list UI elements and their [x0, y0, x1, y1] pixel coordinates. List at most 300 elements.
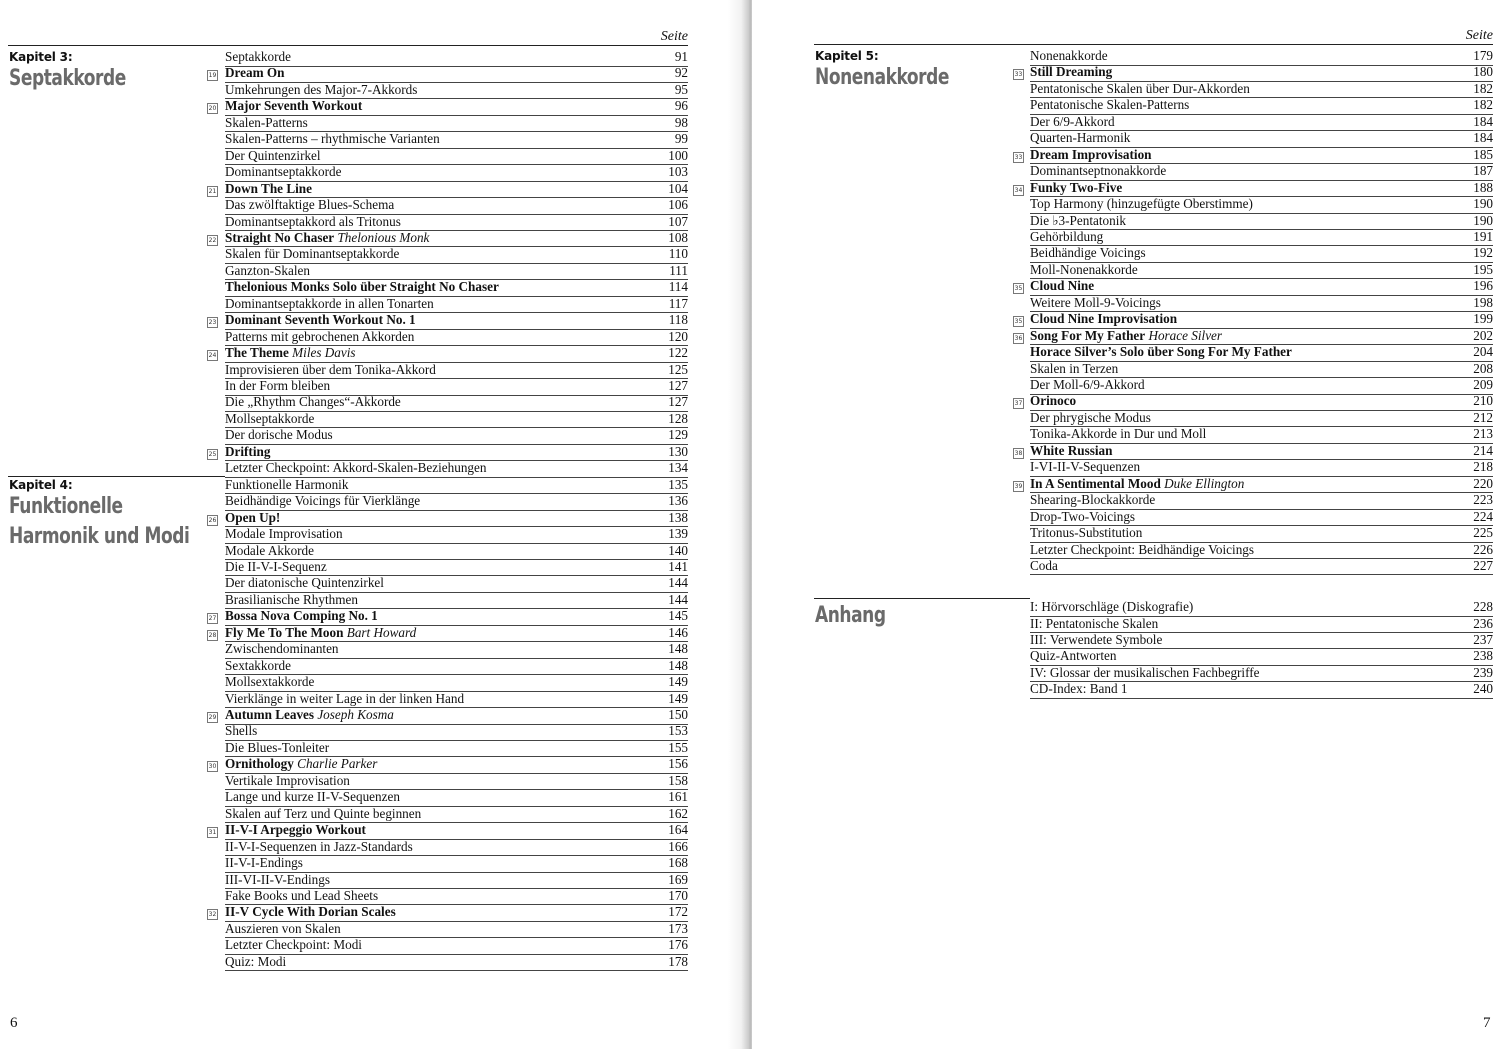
seite-label: Seite	[1465, 28, 1493, 43]
entry-title: Vierklänge in weiter Lage in der linken Hand	[225, 690, 465, 706]
entry-page-number: 237	[1473, 631, 1493, 647]
entry-page-number: 209	[1473, 377, 1493, 392]
entry-title: Letzter Checkpoint: Akkord-Skalen-Beziehungen	[225, 460, 487, 476]
entry-page-number: 210	[1473, 393, 1493, 409]
toc-entry[interactable]	[208, 608, 688, 626]
cd-track-icon: 36	[1014, 334, 1023, 342]
entry-page-number: 149	[668, 674, 688, 690]
entry-page-number: 150	[668, 707, 688, 722]
entry-page-number: 224	[1473, 508, 1493, 524]
toc-entry[interactable]	[1030, 377, 1493, 395]
toc-entry[interactable]	[225, 164, 688, 182]
entry-page-number: 91	[674, 49, 688, 64]
entry-title: Song For My Father Horace Silver	[1030, 327, 1223, 343]
toc-entry[interactable]	[1030, 361, 1493, 379]
toc-entry[interactable]	[1030, 599, 1493, 617]
entry-page-number: 198	[1473, 294, 1493, 310]
entry-title: II-V-I Arpeggio Workout	[225, 822, 366, 838]
toc-entry[interactable]	[1014, 278, 1493, 296]
entry-title: Horace Silver’s Solo über Song For My Father	[1030, 344, 1292, 360]
entry-title: Dream On	[225, 65, 285, 81]
toc-entry[interactable]	[208, 65, 688, 83]
entry-page-number: 228	[1473, 599, 1493, 615]
toc-entry[interactable]	[225, 131, 688, 149]
cd-track-icon: 31	[208, 829, 217, 837]
entry-page-number: 179	[1473, 48, 1493, 63]
entry-page-number: 99	[674, 131, 688, 147]
toc-entry[interactable]	[225, 493, 688, 511]
entry-page-number: 188	[1473, 179, 1493, 195]
cd-track-icon: 29	[208, 714, 217, 721]
entry-title: IV: Glossar der musikalischen Fachbegriffe	[1030, 664, 1260, 680]
cd-track-icon: 19	[208, 72, 217, 80]
entry-title: In der Form bleiben	[225, 378, 331, 393]
toc-entry[interactable]	[208, 624, 688, 643]
entry-page-number: 220	[1473, 475, 1493, 491]
chapter-label: Kapitel 3:	[9, 50, 73, 64]
entry-page-number: 199	[1473, 311, 1493, 327]
entry-title: II-V Cycle With Dorian Scales	[225, 904, 396, 920]
entry-page-number: 149	[668, 690, 688, 706]
toc-entry[interactable]	[208, 707, 688, 725]
toc-entry[interactable]	[1030, 665, 1493, 683]
toc-entry[interactable]	[1030, 245, 1493, 263]
toc-entry[interactable]	[225, 723, 688, 741]
toc-entry[interactable]	[225, 872, 688, 890]
entry-title: Sextakkorde	[225, 657, 291, 673]
entry-page-number: 128	[668, 410, 688, 426]
toc-entry[interactable]	[1030, 525, 1493, 543]
toc-entry[interactable]	[1030, 81, 1493, 99]
entry-title: Auszieren von Skalen	[225, 920, 341, 936]
entry-title: Skalen auf Terz und Quinte beginnen	[225, 805, 422, 821]
toc-entry[interactable]	[225, 773, 688, 791]
chapter-title: Harmonik und Modi	[9, 523, 190, 549]
entry-title: Top Harmony (hinzugefügte Oberstimme)	[1030, 196, 1253, 212]
toc-entry[interactable]	[1030, 426, 1493, 444]
entry-title: Der Moll-6/9-Akkord	[1030, 377, 1145, 392]
toc-entry[interactable]	[1030, 410, 1493, 428]
entry-title: Improvisieren über dem Tonika-Akkord	[225, 361, 436, 377]
entry-title: Modale Improvisation	[225, 526, 343, 542]
entry-page-number: 144	[668, 591, 688, 607]
entry-title: Funky Two-Five	[1030, 179, 1123, 195]
entry-title: Skalen für Dominantseptakkorde	[225, 246, 400, 262]
toc-entry[interactable]	[1030, 48, 1493, 66]
toc-entry[interactable]	[225, 888, 688, 906]
entry-title: Der phrygische Modus	[1030, 409, 1151, 425]
entry-page-number: 125	[668, 361, 688, 377]
entry-page-number: 141	[668, 558, 688, 574]
entry-page-number: 192	[1473, 245, 1493, 261]
entry-page-number: 236	[1473, 615, 1493, 631]
cd-track-icon: 34	[1014, 186, 1023, 194]
entry-title: Straight No Chaser Thelonious Monk	[225, 229, 430, 245]
cd-track-icon: 24	[208, 352, 217, 360]
entry-title: CD-Index: Band 1	[1030, 681, 1128, 697]
entry-title: Letzter Checkpoint: Beidhändige Voicings	[1030, 541, 1255, 557]
entry-page-number: 195	[1473, 261, 1493, 277]
entry-title: Septakkorde	[225, 49, 291, 64]
toc-entry[interactable]	[225, 279, 688, 297]
entry-title: Der dorische Modus	[225, 427, 333, 443]
entry-title: Dominant Seventh Workout No. 1	[225, 312, 416, 328]
entry-page-number: 161	[668, 789, 688, 805]
toc-entry[interactable]	[1030, 295, 1493, 313]
entry-page-number: 191	[1473, 228, 1493, 244]
entry-page-number: 130	[668, 443, 688, 459]
entry-page-number: 178	[668, 953, 688, 969]
entry-title: Mollseptakkorde	[225, 410, 315, 426]
entry-page-number: 96	[674, 98, 688, 114]
entry-title: Quiz: Modi	[225, 953, 287, 969]
entry-title: I-VI-II-V-Sequenzen	[1030, 459, 1141, 475]
entry-title: Ganzton-Skalen	[225, 262, 310, 278]
toc-entry[interactable]	[1030, 213, 1493, 231]
toc-entry[interactable]	[208, 509, 688, 528]
entry-title: Major Seventh Workout	[225, 98, 363, 114]
entry-title: II: Pentatonische Skalen	[1030, 615, 1159, 631]
toc-entry[interactable]	[225, 148, 688, 166]
entry-title: Down The Line	[225, 180, 312, 196]
cd-track-icon: 33	[1014, 71, 1023, 79]
toc-entry[interactable]	[1014, 475, 1493, 494]
entry-page-number: 218	[1473, 459, 1493, 475]
entry-title: II-V-I-Endings	[225, 855, 303, 871]
toc-entry[interactable]	[225, 806, 688, 824]
entry-page-number: 184	[1473, 130, 1493, 146]
entry-page-number: 172	[668, 904, 688, 920]
entry-title: Dominantseptakkorde in allen Tonarten	[225, 295, 434, 311]
toc-entry[interactable]	[225, 460, 688, 478]
toc-entry[interactable]	[1014, 327, 1493, 346]
entry-title: III-VI-II-V-Endings	[225, 871, 330, 887]
toc-entry[interactable]	[1030, 196, 1493, 214]
toc-entry[interactable]	[208, 756, 688, 774]
toc-entry[interactable]	[208, 345, 688, 363]
toc-entry[interactable]	[225, 674, 688, 692]
cd-track-icon: 23	[208, 319, 217, 327]
entry-page-number: 164	[668, 822, 688, 838]
entry-title: III: Verwendete Symbole	[1030, 631, 1163, 647]
toc-entry[interactable]	[208, 180, 688, 199]
entry-title: Quarten-Harmonik	[1030, 130, 1131, 146]
entry-title: Drop-Two-Voicings	[1030, 508, 1136, 524]
toc-entry[interactable]	[1014, 393, 1493, 411]
cd-track-icon: 32	[208, 911, 217, 919]
toc-entry[interactable]	[1030, 681, 1493, 699]
toc-entry[interactable]	[208, 312, 688, 330]
toc-entry[interactable]	[1014, 64, 1493, 82]
entry-page-number: 226	[1473, 541, 1493, 557]
toc-entry[interactable]	[1030, 616, 1493, 634]
entry-page-number: 227	[1473, 557, 1493, 573]
entry-title: Still Dreaming	[1030, 64, 1113, 80]
toc-entry[interactable]	[1030, 509, 1493, 527]
entry-title: Dominantseptakkorde	[225, 164, 342, 180]
entry-page-number: 173	[668, 920, 688, 936]
entry-page-number: 166	[668, 838, 688, 854]
entry-title: Die II-V-I-Sequenz	[225, 558, 327, 574]
toc-entry[interactable]	[208, 98, 688, 116]
toc-entry[interactable]	[225, 82, 688, 100]
toc-entry[interactable]	[225, 362, 688, 380]
entry-title: Die ♭3-Pentatonik	[1030, 212, 1126, 228]
entry-title: Dominantseptnonakkorde	[1030, 163, 1167, 179]
toc-entry[interactable]	[225, 937, 688, 955]
toc-entry[interactable]	[208, 443, 688, 462]
toc-entry[interactable]	[225, 214, 688, 232]
toc-entry[interactable]	[225, 658, 688, 676]
entry-page-number: 225	[1473, 525, 1493, 541]
page-number: 6	[10, 1015, 18, 1031]
toc-entry[interactable]	[225, 559, 688, 577]
toc-entry[interactable]	[1030, 492, 1493, 510]
toc-entry[interactable]	[208, 822, 688, 840]
toc-entry[interactable]	[225, 839, 688, 857]
toc-entry[interactable]	[208, 229, 688, 248]
toc-entry[interactable]	[225, 427, 688, 445]
entry-page-number: 156	[668, 756, 688, 772]
toc-entry[interactable]	[225, 49, 688, 67]
entry-title: Das zwölftaktige Blues-Schema	[225, 197, 395, 213]
entry-page-number: 117	[668, 295, 688, 311]
entry-page-number: 190	[1473, 196, 1493, 212]
entry-page-number: 162	[668, 805, 688, 821]
entry-title: Tritonus-Substitution	[1030, 525, 1143, 541]
entry-title: Weitere Moll-9-Voicings	[1030, 294, 1161, 310]
entry-title: Der 6/9-Akkord	[1030, 113, 1115, 129]
entry-page-number: 187	[1473, 163, 1493, 179]
toc-entry[interactable]	[225, 543, 688, 561]
chapter-title: Nonenakkorde	[815, 65, 950, 90]
header-rule	[8, 45, 688, 46]
entry-page-number: 106	[668, 197, 688, 213]
entry-page-number: 129	[668, 427, 688, 443]
entry-title: Der diatonische Quintenzirkel	[225, 575, 384, 591]
toc-entry[interactable]	[225, 115, 688, 133]
cd-track-icon: 33	[1014, 153, 1023, 161]
entry-page-number: 239	[1473, 664, 1493, 680]
entry-title: Die „Rhythm Changes“-Akkorde	[225, 394, 401, 410]
cd-track-icon: 39	[1014, 482, 1023, 490]
toc-entry[interactable]	[225, 526, 688, 544]
entry-page-number: 240	[1473, 681, 1493, 697]
entry-title: Ornithology Charlie Parker	[225, 756, 378, 772]
cd-track-icon: 35	[1014, 318, 1023, 326]
entry-page-number: 127	[668, 394, 688, 410]
entry-page-number: 135	[668, 476, 688, 492]
toc-entry[interactable]	[225, 575, 688, 593]
entry-title: Mollsextakkorde	[225, 674, 315, 690]
entry-page-number: 180	[1473, 64, 1493, 80]
toc-entry[interactable]	[225, 477, 688, 495]
entry-title: Der Quintenzirkel	[225, 147, 321, 163]
toc-entry[interactable]	[225, 246, 688, 264]
cd-track-icon: 22	[208, 236, 217, 244]
entry-page-number: 204	[1473, 344, 1493, 360]
entry-title: Skalen-Patterns – rhythmische Varianten	[225, 131, 440, 147]
entry-page-number: 107	[668, 213, 688, 229]
chapter-label: Kapitel 4:	[9, 477, 73, 492]
entry-page-number: 100	[668, 147, 688, 163]
entry-title: Coda	[1030, 557, 1058, 573]
cd-track-icon: 38	[1014, 449, 1023, 457]
toc-entry[interactable]	[225, 411, 688, 429]
entry-title: Patterns mit gebrochenen Akkorden	[225, 328, 415, 344]
cd-track-icon: 21	[208, 187, 217, 195]
entry-title: Fake Books und Lead Sheets	[225, 887, 379, 903]
entry-title: Autumn Leaves Joseph Kosma	[225, 707, 394, 722]
entry-title: Brasilianische Rhythmen	[225, 591, 358, 607]
toc-entry[interactable]	[225, 641, 688, 659]
entry-page-number: 110	[668, 246, 688, 262]
chapter-title: Anhang	[815, 603, 886, 629]
toc-entry[interactable]	[225, 921, 688, 939]
toc-entry[interactable]	[225, 394, 688, 412]
entry-page-number: 182	[1473, 97, 1493, 113]
toc-entry[interactable]	[1030, 632, 1493, 650]
entry-page-number: 134	[668, 460, 688, 476]
cd-track-icon: 37	[1014, 400, 1023, 408]
toc-entry[interactable]	[1030, 648, 1493, 666]
toc-entry[interactable]	[1030, 114, 1493, 132]
entry-page-number: 148	[668, 657, 688, 673]
chapter-title: Funktionelle	[9, 493, 123, 519]
entry-page-number: 148	[668, 641, 688, 657]
toc-entry[interactable]	[1030, 262, 1493, 280]
entry-title: Die Blues-Tonleiter	[225, 739, 330, 755]
entry-page-number: 145	[668, 608, 688, 624]
entry-title: I: Hörvorschläge (Diskografie)	[1030, 599, 1194, 615]
entry-title: Beidhändige Voicings für Vierklänge	[225, 493, 421, 509]
entry-page-number: 208	[1473, 360, 1493, 376]
chapter-label: Kapitel 5:	[815, 49, 879, 63]
chapter-rule	[8, 476, 225, 477]
entry-title: Moll-Nonenakkorde	[1030, 261, 1138, 277]
cd-track-icon: 30	[208, 763, 217, 771]
entry-page-number: 238	[1473, 648, 1493, 664]
toc-entry[interactable]	[225, 691, 688, 709]
entry-title: White Russian	[1030, 442, 1113, 458]
entry-page-number: 111	[669, 262, 688, 278]
entry-title: Vertikale Improvisation	[225, 772, 350, 788]
toc-entry[interactable]	[225, 263, 688, 281]
page-number: 7	[1483, 1015, 1491, 1031]
entry-page-number: 92	[674, 65, 688, 81]
toc-entry[interactable]	[225, 789, 688, 807]
entry-title: Cloud Nine	[1030, 278, 1095, 294]
entry-title: Shells	[225, 723, 258, 739]
cd-track-icon: 25	[208, 450, 217, 458]
entry-page-number: 114	[668, 279, 688, 295]
toc-entry[interactable]	[1030, 542, 1493, 560]
toc-entry[interactable]	[225, 855, 688, 873]
toc-entry[interactable]	[225, 592, 688, 610]
entry-title: Modale Akkorde	[225, 542, 314, 558]
toc-entry[interactable]	[1030, 558, 1493, 576]
entry-page-number: 138	[668, 509, 688, 525]
chapter-title: Septakkorde	[9, 66, 126, 91]
toc-entry[interactable]	[225, 296, 688, 314]
entry-page-number: 196	[1473, 278, 1493, 294]
entry-title: Zwischendominanten	[225, 641, 339, 657]
toc-entry[interactable]	[1030, 459, 1493, 477]
toc-entry[interactable]	[1030, 229, 1493, 247]
entry-page-number: 98	[674, 114, 688, 130]
entry-page-number: 155	[668, 739, 688, 755]
entry-page-number: 213	[1473, 426, 1493, 442]
toc-entry[interactable]	[225, 378, 688, 396]
entry-page-number: 170	[668, 887, 688, 903]
entry-title: Bossa Nova Comping No. 1	[225, 608, 378, 624]
toc-entry[interactable]	[1030, 344, 1493, 362]
entry-page-number: 146	[668, 624, 688, 640]
entry-title: Umkehrungen des Major-7-Akkords	[225, 81, 418, 97]
entry-title: Orinoco	[1030, 393, 1077, 409]
toc-entry[interactable]	[1014, 442, 1493, 461]
entry-title: Pentatonische Skalen über Dur-Akkorden	[1030, 80, 1250, 96]
toc-entry[interactable]	[225, 329, 688, 347]
toc-entry[interactable]	[225, 954, 688, 972]
entry-page-number: 127	[668, 378, 688, 393]
entry-title: Shearing-Blockakkorde	[1030, 492, 1156, 508]
entry-title: Fly Me To The Moon Bart Howard	[225, 624, 417, 640]
entry-title: Funktionelle Harmonik	[225, 476, 349, 492]
entry-page-number: 184	[1473, 113, 1493, 129]
entry-page-number: 118	[668, 312, 688, 328]
entry-page-number: 223	[1473, 492, 1493, 508]
toc-entry[interactable]	[1030, 163, 1493, 181]
entry-title: Pentatonische Skalen-Patterns	[1030, 97, 1190, 113]
toc-entry[interactable]	[1014, 311, 1493, 329]
entry-page-number: 202	[1473, 327, 1493, 343]
entry-page-number: 214	[1473, 442, 1493, 458]
entry-title: Skalen in Terzen	[1030, 360, 1119, 376]
entry-title: II-V-I-Sequenzen in Jazz-Standards	[225, 838, 413, 854]
entry-page-number: 122	[668, 345, 688, 361]
entry-page-number: 169	[668, 871, 688, 887]
entry-page-number: 153	[668, 723, 688, 739]
entry-title: Cloud Nine Improvisation	[1030, 311, 1178, 327]
entry-page-number: 212	[1473, 409, 1493, 425]
cd-track-icon: 28	[208, 631, 217, 639]
toc-entry[interactable]	[208, 904, 688, 922]
entry-page-number: 104	[668, 180, 688, 196]
chapter-rule	[814, 598, 1030, 599]
toc-entry[interactable]	[225, 740, 688, 758]
entry-page-number: 190	[1473, 212, 1493, 228]
toc-entry[interactable]	[1014, 179, 1493, 198]
entry-page-number: 120	[668, 328, 688, 344]
cd-track-icon: 20	[208, 105, 217, 113]
entry-title: The Theme Miles Davis	[225, 345, 356, 361]
cd-track-icon: 27	[208, 615, 217, 623]
entry-page-number: 136	[668, 493, 688, 509]
entry-page-number: 108	[668, 229, 688, 245]
cd-track-icon: 26	[208, 516, 217, 524]
toc-entry[interactable]	[1030, 97, 1493, 115]
toc-entry[interactable]	[1014, 146, 1493, 165]
toc-entry[interactable]	[1030, 130, 1493, 148]
entry-title: Drifting	[225, 443, 271, 459]
toc-entry[interactable]	[225, 197, 688, 215]
entry-page-number: 182	[1473, 80, 1493, 96]
entry-page-number: 144	[668, 575, 688, 591]
entry-page-number: 95	[674, 81, 688, 97]
entry-title: Beidhändige Voicings	[1030, 245, 1146, 261]
seite-label: Seite	[660, 29, 688, 44]
